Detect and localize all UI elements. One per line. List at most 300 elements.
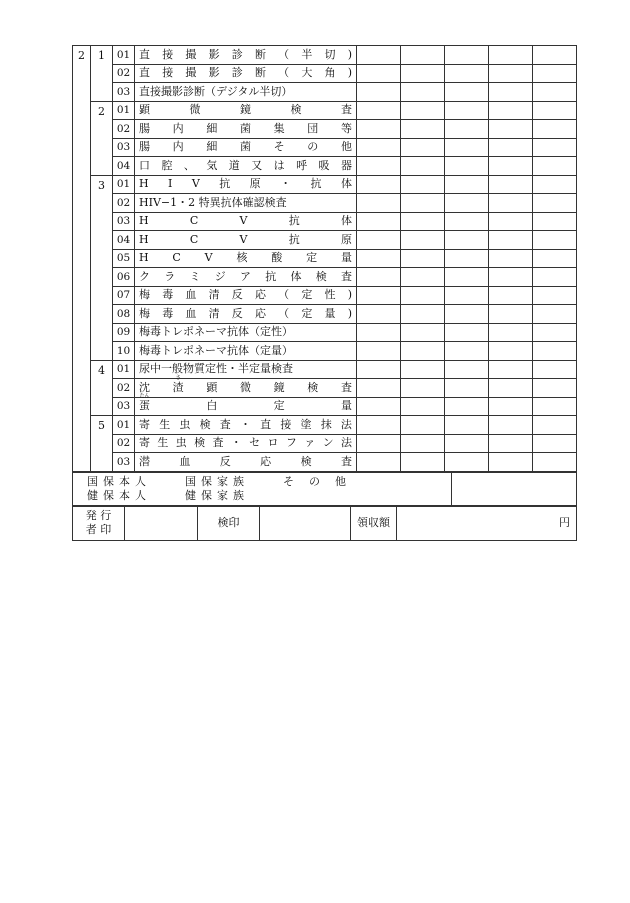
item-char: 塗 bbox=[300, 417, 312, 431]
entry-cell[interactable] bbox=[533, 416, 577, 435]
entry-cell[interactable] bbox=[401, 46, 445, 65]
item-char: （ bbox=[278, 66, 290, 80]
item-char: 虫 bbox=[179, 417, 191, 431]
entry-cell[interactable] bbox=[533, 286, 577, 305]
entry-cell[interactable] bbox=[357, 268, 401, 287]
item-code: 03 bbox=[113, 138, 135, 157]
item-name bbox=[135, 268, 357, 287]
entry-cell[interactable] bbox=[489, 120, 533, 139]
item-char bbox=[172, 374, 184, 394]
item-code: 03 bbox=[113, 212, 135, 231]
item-name-text bbox=[139, 252, 352, 264]
entry-cell[interactable] bbox=[489, 268, 533, 287]
entry-cell[interactable] bbox=[445, 323, 489, 342]
item-char: ・ bbox=[239, 417, 251, 431]
exam-row bbox=[73, 120, 577, 139]
item-name-text bbox=[139, 456, 352, 468]
issuer-label-line1: 発 行 bbox=[85, 509, 112, 522]
entry-cell[interactable] bbox=[445, 231, 489, 250]
entry-cell[interactable] bbox=[401, 194, 445, 213]
entry-cell[interactable] bbox=[445, 268, 489, 287]
item-char: 寄 bbox=[139, 436, 150, 450]
entry-cell[interactable] bbox=[357, 64, 401, 83]
item-char: 査 bbox=[340, 380, 352, 394]
entry-cell[interactable] bbox=[445, 305, 489, 324]
entry-cell[interactable] bbox=[533, 83, 577, 102]
entry-cell[interactable] bbox=[445, 194, 489, 213]
entry-cell[interactable] bbox=[401, 101, 445, 120]
item-name bbox=[135, 360, 357, 379]
entry-cell[interactable] bbox=[401, 434, 445, 453]
item-code: 01 bbox=[113, 175, 135, 194]
exam-form bbox=[72, 45, 576, 541]
entry-cell[interactable] bbox=[357, 46, 401, 65]
entry-cell[interactable] bbox=[489, 83, 533, 102]
insurance-char: 家 bbox=[217, 488, 228, 502]
exam-row bbox=[73, 138, 577, 157]
receipt-amount-field[interactable] bbox=[397, 506, 577, 540]
entry-cell[interactable] bbox=[489, 305, 533, 324]
currency-unit: 円 bbox=[559, 516, 570, 529]
item-char: 潜 bbox=[139, 454, 150, 468]
entry-cell[interactable] bbox=[401, 249, 445, 268]
item-char: 内 bbox=[172, 140, 184, 154]
entry-cell[interactable] bbox=[357, 397, 401, 416]
item-char: 菌 bbox=[239, 140, 251, 154]
entry-cell[interactable] bbox=[445, 416, 489, 435]
entry-cell[interactable] bbox=[533, 342, 577, 361]
item-char: C bbox=[189, 232, 199, 246]
entry-cell[interactable] bbox=[445, 397, 489, 416]
entry-cell[interactable] bbox=[533, 231, 577, 250]
item-char: 核 bbox=[236, 251, 248, 265]
exam-row bbox=[73, 157, 577, 176]
exam-row bbox=[73, 416, 577, 435]
entry-cell[interactable] bbox=[489, 379, 533, 398]
item-name bbox=[135, 194, 357, 213]
entry-cell[interactable] bbox=[489, 175, 533, 194]
entry-cell[interactable] bbox=[401, 157, 445, 176]
entry-cell[interactable] bbox=[533, 138, 577, 157]
item-name bbox=[135, 374, 357, 398]
entry-cell[interactable] bbox=[489, 397, 533, 416]
footer-table bbox=[72, 472, 577, 506]
item-name bbox=[135, 249, 357, 268]
item-char: H bbox=[139, 177, 149, 191]
exam-row bbox=[73, 286, 577, 305]
entry-cell[interactable] bbox=[489, 249, 533, 268]
entry-cell[interactable] bbox=[489, 453, 533, 472]
entry-cell[interactable] bbox=[401, 138, 445, 157]
insurance-char: 保 bbox=[201, 488, 212, 502]
insurance-char: 族 bbox=[233, 488, 244, 502]
entry-cell[interactable] bbox=[357, 138, 401, 157]
entry-cell[interactable] bbox=[445, 342, 489, 361]
item-char: 腸 bbox=[139, 121, 150, 135]
entry-cell[interactable] bbox=[445, 286, 489, 305]
entry-cell[interactable] bbox=[357, 83, 401, 102]
item-name bbox=[135, 342, 357, 361]
entry-cell[interactable] bbox=[489, 360, 533, 379]
issuer-seal-label bbox=[73, 506, 125, 540]
entry-cell[interactable] bbox=[445, 138, 489, 157]
entry-cell[interactable] bbox=[401, 342, 445, 361]
item-code: 02 bbox=[113, 379, 135, 398]
entry-cell[interactable] bbox=[445, 46, 489, 65]
item-char: 査 bbox=[212, 436, 224, 450]
item-name-text bbox=[139, 86, 352, 98]
entry-cell[interactable] bbox=[445, 360, 489, 379]
entry-cell[interactable] bbox=[357, 305, 401, 324]
item-char: 定 bbox=[301, 306, 313, 320]
insurance-row-1 bbox=[87, 475, 451, 489]
entry-cell[interactable] bbox=[401, 360, 445, 379]
item-char: 断 bbox=[254, 47, 266, 61]
item-char: H bbox=[139, 214, 149, 228]
item-char: 直接撮影診断（デジタル半切） bbox=[139, 84, 293, 98]
item-char: 体 bbox=[340, 214, 352, 228]
section-number: 5 bbox=[91, 416, 113, 472]
item-char: 直 bbox=[139, 47, 150, 61]
exam-row bbox=[73, 194, 577, 213]
insurance-char: 健 bbox=[87, 488, 98, 502]
item-char: 撮 bbox=[185, 66, 197, 80]
section-number: 4 bbox=[91, 360, 113, 416]
entry-cell[interactable] bbox=[533, 249, 577, 268]
entry-cell[interactable] bbox=[489, 416, 533, 435]
entry-cell[interactable] bbox=[489, 157, 533, 176]
item-code: 03 bbox=[113, 397, 135, 416]
entry-cell[interactable] bbox=[533, 379, 577, 398]
exam-row bbox=[73, 175, 577, 194]
item-char: 細 bbox=[206, 140, 218, 154]
item-char: 微 bbox=[239, 380, 251, 394]
item-char: 血 bbox=[185, 288, 197, 302]
item-name-text bbox=[139, 234, 352, 246]
entry-cell[interactable] bbox=[357, 360, 401, 379]
entry-cell[interactable] bbox=[357, 231, 401, 250]
item-code: 01 bbox=[113, 101, 135, 120]
item-char: 生 bbox=[159, 417, 171, 431]
item-name-text bbox=[139, 178, 352, 190]
ruby-base: 蛋 bbox=[139, 399, 150, 413]
item-char: 顕 bbox=[206, 380, 218, 394]
item-char: 応 bbox=[254, 306, 266, 320]
exam-row bbox=[73, 360, 577, 379]
entry-cell[interactable] bbox=[401, 416, 445, 435]
insurance-char: 族 bbox=[233, 474, 244, 488]
entry-cell[interactable] bbox=[357, 194, 401, 213]
entry-cell[interactable] bbox=[533, 194, 577, 213]
item-char: 抗 bbox=[219, 177, 231, 191]
item-char: フ bbox=[285, 436, 297, 450]
item-code: 07 bbox=[113, 286, 135, 305]
item-char: 検 bbox=[290, 103, 302, 117]
entry-cell[interactable] bbox=[533, 101, 577, 120]
item-char: 査 bbox=[340, 454, 352, 468]
entry-cell[interactable] bbox=[401, 305, 445, 324]
item-char: 大 bbox=[301, 66, 313, 80]
item-char: 、 bbox=[183, 158, 195, 172]
entry-cell[interactable] bbox=[533, 212, 577, 231]
entry-cell[interactable] bbox=[533, 268, 577, 287]
item-char: 半 bbox=[301, 47, 313, 61]
exam-row bbox=[73, 453, 577, 472]
entry-cell[interactable] bbox=[357, 434, 401, 453]
issuer-seal-field[interactable] bbox=[125, 506, 198, 540]
entry-cell[interactable] bbox=[489, 194, 533, 213]
entry-cell[interactable] bbox=[445, 175, 489, 194]
item-char: 接 bbox=[162, 66, 174, 80]
exam-row bbox=[73, 323, 577, 342]
entry-cell[interactable] bbox=[445, 101, 489, 120]
item-char: 等 bbox=[340, 121, 352, 135]
item-char: 接 bbox=[280, 417, 292, 431]
entry-cell[interactable] bbox=[401, 323, 445, 342]
entry-cell[interactable] bbox=[533, 120, 577, 139]
item-char: 清 bbox=[208, 288, 220, 302]
item-char: 量 bbox=[324, 306, 336, 320]
entry-cell[interactable] bbox=[489, 101, 533, 120]
item-name-text bbox=[139, 374, 352, 394]
item-char: 清 bbox=[208, 306, 220, 320]
entry-cell[interactable] bbox=[445, 212, 489, 231]
entry-cell[interactable] bbox=[401, 379, 445, 398]
entry-cell[interactable] bbox=[357, 175, 401, 194]
item-char: 他 bbox=[340, 140, 352, 154]
item-char: 影 bbox=[208, 47, 220, 61]
item-name bbox=[135, 393, 357, 416]
item-char: 反 bbox=[231, 288, 243, 302]
entry-cell[interactable] bbox=[357, 101, 401, 120]
item-name bbox=[135, 416, 357, 435]
item-code: 02 bbox=[113, 64, 135, 83]
entry-cell[interactable] bbox=[357, 453, 401, 472]
entry-cell[interactable] bbox=[533, 397, 577, 416]
item-char: 内 bbox=[172, 121, 184, 135]
entry-cell[interactable] bbox=[445, 64, 489, 83]
item-char: C bbox=[189, 214, 199, 228]
entry-cell[interactable] bbox=[445, 379, 489, 398]
item-char: 体 bbox=[290, 269, 302, 283]
insurance-char: そ bbox=[283, 474, 294, 488]
item-char: 直 bbox=[139, 66, 150, 80]
entry-cell[interactable] bbox=[489, 138, 533, 157]
entry-cell[interactable] bbox=[489, 434, 533, 453]
entry-cell[interactable] bbox=[445, 83, 489, 102]
item-char: ラ bbox=[164, 269, 176, 283]
exam-row bbox=[73, 397, 577, 416]
item-char: ) bbox=[347, 47, 352, 61]
insurance-row-2 bbox=[87, 489, 451, 503]
entry-cell[interactable] bbox=[357, 157, 401, 176]
entry-cell[interactable] bbox=[401, 64, 445, 83]
entry-cell[interactable] bbox=[489, 323, 533, 342]
entry-cell[interactable] bbox=[401, 175, 445, 194]
entry-cell[interactable] bbox=[489, 231, 533, 250]
entry-cell[interactable] bbox=[533, 305, 577, 324]
item-char: 断 bbox=[254, 66, 266, 80]
item-name bbox=[135, 83, 357, 102]
item-name bbox=[135, 120, 357, 139]
entry-cell[interactable] bbox=[401, 120, 445, 139]
entry-cell[interactable] bbox=[357, 212, 401, 231]
exam-row bbox=[73, 64, 577, 83]
item-name bbox=[135, 434, 357, 453]
group-number: 2 bbox=[73, 46, 91, 472]
item-code: 03 bbox=[113, 453, 135, 472]
item-char: 毒 bbox=[162, 288, 174, 302]
item-name-text bbox=[139, 393, 352, 413]
item-char: 性 bbox=[324, 288, 336, 302]
item-char: セ bbox=[249, 436, 261, 450]
item-char: 定 bbox=[301, 288, 313, 302]
item-name bbox=[135, 101, 357, 120]
entry-cell[interactable] bbox=[489, 286, 533, 305]
insurance-char: 人 bbox=[135, 488, 146, 502]
item-code: 03 bbox=[113, 83, 135, 102]
item-char: 角 bbox=[324, 66, 336, 80]
item-char: 道 bbox=[228, 158, 240, 172]
item-name-text bbox=[139, 215, 352, 227]
item-char: 定 bbox=[273, 399, 285, 413]
entry-cell[interactable] bbox=[357, 120, 401, 139]
item-char: ) bbox=[347, 66, 352, 80]
exam-row bbox=[73, 231, 577, 250]
item-char: 生 bbox=[157, 436, 169, 450]
item-char: 量 bbox=[340, 399, 352, 413]
item-char: ロ bbox=[267, 436, 279, 450]
insurance-char: 健 bbox=[185, 488, 196, 502]
section-number: 1 bbox=[91, 46, 113, 102]
item-code: 08 bbox=[113, 305, 135, 324]
item-char: 鏡 bbox=[240, 103, 251, 117]
item-char: 影 bbox=[208, 66, 220, 80]
entry-cell[interactable] bbox=[357, 323, 401, 342]
item-char: C bbox=[172, 251, 181, 265]
item-char: 腸 bbox=[139, 140, 150, 154]
item-char: 虫 bbox=[175, 436, 187, 450]
section-number: 3 bbox=[91, 175, 113, 360]
exam-row bbox=[73, 249, 577, 268]
item-char: （ bbox=[278, 306, 290, 320]
entry-cell[interactable] bbox=[533, 360, 577, 379]
item-code: 06 bbox=[113, 268, 135, 287]
item-char: 腔 bbox=[161, 158, 173, 172]
item-name bbox=[135, 157, 357, 176]
item-char: 梅 bbox=[139, 306, 150, 320]
entry-cell[interactable] bbox=[357, 249, 401, 268]
item-char: （ bbox=[278, 47, 290, 61]
insurance-char: 家 bbox=[217, 474, 228, 488]
item-char: 検 bbox=[300, 454, 312, 468]
insurance-char: 保 bbox=[201, 474, 212, 488]
item-char: 原 bbox=[340, 232, 352, 246]
entry-cell[interactable] bbox=[533, 175, 577, 194]
entry-cell[interactable] bbox=[401, 212, 445, 231]
entry-cell[interactable] bbox=[489, 212, 533, 231]
entry-cell[interactable] bbox=[357, 379, 401, 398]
entry-cell[interactable] bbox=[357, 416, 401, 435]
entry-cell[interactable] bbox=[401, 231, 445, 250]
item-char: 抗 bbox=[288, 214, 300, 228]
item-char: ン bbox=[322, 436, 334, 450]
item-char: V bbox=[204, 251, 213, 265]
entry-cell[interactable] bbox=[533, 157, 577, 176]
entry-cell[interactable] bbox=[533, 323, 577, 342]
entry-cell[interactable] bbox=[445, 120, 489, 139]
exam-row bbox=[73, 46, 577, 65]
item-name bbox=[135, 212, 357, 231]
item-char: 梅毒トレポネーマ抗体（定量） bbox=[139, 343, 293, 357]
entry-cell[interactable] bbox=[533, 434, 577, 453]
item-char: 接 bbox=[162, 47, 174, 61]
item-char: 検 bbox=[315, 269, 327, 283]
exam-table bbox=[72, 45, 577, 472]
item-code: 09 bbox=[113, 323, 135, 342]
item-char: 定 bbox=[306, 251, 318, 265]
item-char: 気 bbox=[206, 158, 218, 172]
item-char: ジ bbox=[214, 269, 226, 283]
item-char: 応 bbox=[254, 288, 266, 302]
inspection-stamp-field[interactable] bbox=[260, 506, 351, 540]
entry-cell[interactable] bbox=[401, 286, 445, 305]
entry-cell[interactable] bbox=[445, 249, 489, 268]
item-name bbox=[135, 46, 357, 65]
entry-cell[interactable] bbox=[401, 453, 445, 472]
section-number: 2 bbox=[91, 101, 113, 175]
entry-cell[interactable] bbox=[401, 268, 445, 287]
item-char: 反 bbox=[231, 306, 243, 320]
item-char: そ bbox=[273, 140, 285, 154]
entry-cell[interactable] bbox=[533, 46, 577, 65]
item-char: V bbox=[191, 177, 200, 191]
item-char: 毒 bbox=[162, 306, 174, 320]
entry-cell[interactable] bbox=[401, 397, 445, 416]
item-name-text bbox=[139, 104, 352, 116]
entry-cell[interactable] bbox=[445, 157, 489, 176]
entry-cell[interactable] bbox=[533, 64, 577, 83]
entry-cell[interactable] bbox=[489, 46, 533, 65]
item-code: 02 bbox=[113, 194, 135, 213]
item-name-text bbox=[139, 326, 352, 338]
item-char: 梅毒トレポネーマ抗体（定性） bbox=[139, 325, 293, 339]
entry-cell[interactable] bbox=[489, 342, 533, 361]
entry-cell[interactable] bbox=[445, 453, 489, 472]
item-char: ・ bbox=[280, 177, 292, 191]
item-code: 04 bbox=[113, 231, 135, 250]
item-char: 検 bbox=[307, 380, 319, 394]
entry-cell[interactable] bbox=[445, 434, 489, 453]
item-char: 量 bbox=[340, 251, 352, 265]
item-char: 梅 bbox=[139, 288, 150, 302]
item-char: ) bbox=[347, 288, 352, 302]
item-char: 酸 bbox=[271, 251, 283, 265]
item-name-text bbox=[139, 160, 352, 172]
item-char: 応 bbox=[260, 454, 272, 468]
item-char: 口 bbox=[139, 158, 150, 172]
entry-cell[interactable] bbox=[357, 286, 401, 305]
entry-cell[interactable] bbox=[533, 453, 577, 472]
item-char: 撮 bbox=[185, 47, 197, 61]
entry-cell[interactable] bbox=[357, 342, 401, 361]
item-name-text bbox=[139, 437, 352, 449]
entry-cell[interactable] bbox=[489, 64, 533, 83]
insurance-blank-cell bbox=[452, 472, 577, 505]
exam-row bbox=[73, 434, 577, 453]
entry-cell[interactable] bbox=[401, 83, 445, 102]
item-name-text bbox=[139, 363, 352, 375]
